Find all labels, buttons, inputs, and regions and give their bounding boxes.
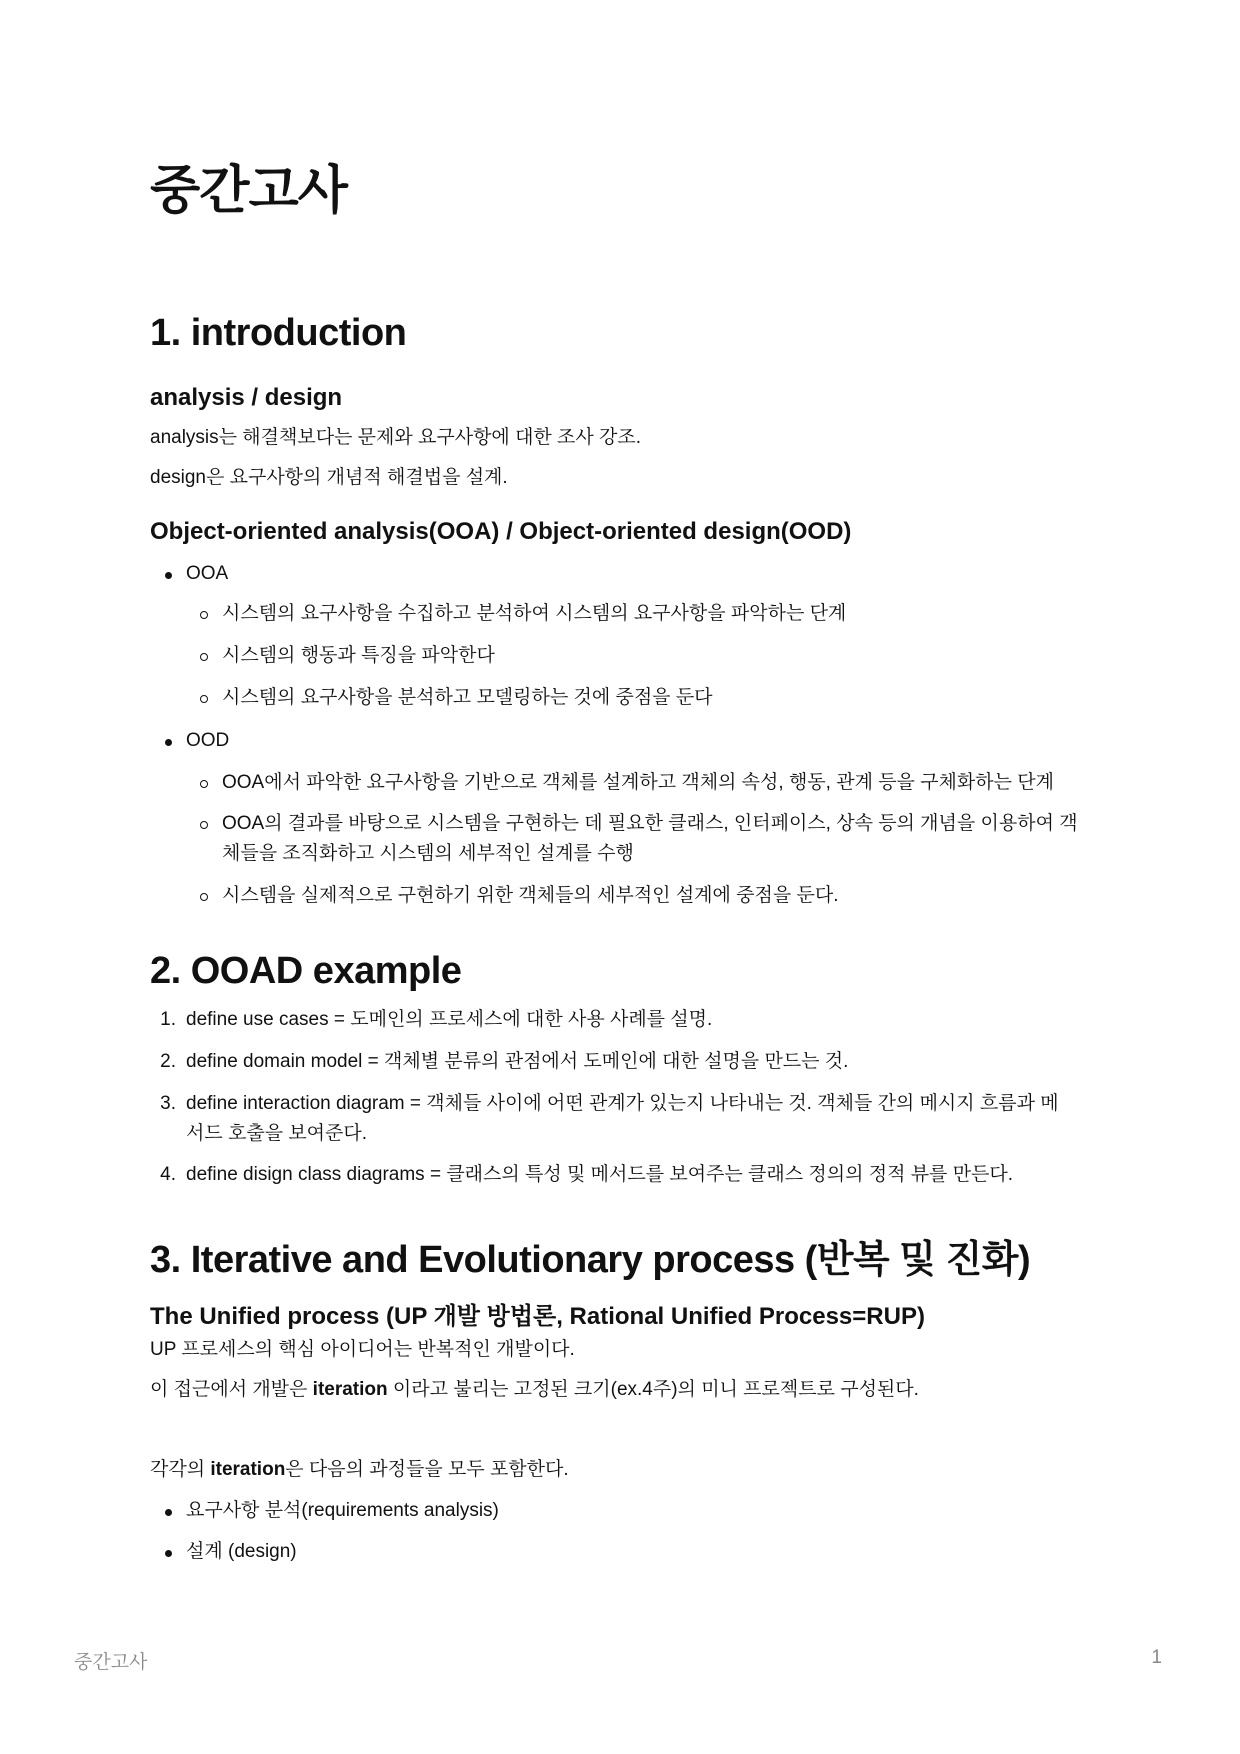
bullet-icon bbox=[200, 695, 208, 703]
section-1-heading: 1. introduction bbox=[150, 312, 407, 354]
bullet-icon bbox=[165, 739, 172, 746]
list-item-text: 요구사항 분석(requirements analysis) bbox=[186, 1500, 499, 1521]
list-item-label: OOD bbox=[186, 730, 230, 751]
bullet-icon bbox=[165, 572, 172, 579]
paragraph-analysis: analysis는 해결책보다는 문제와 요구사항에 대한 조사 강조. bbox=[150, 427, 642, 448]
list-item bbox=[222, 768, 1092, 798]
subsection-analysis-design-heading: analysis / design bbox=[150, 384, 343, 411]
list-item-text: 설계 (design) bbox=[186, 1541, 297, 1562]
page-title: 중간고사 bbox=[150, 162, 347, 220]
page-number: 1 bbox=[1151, 1647, 1162, 1668]
bullet-icon bbox=[200, 780, 208, 788]
numbered-item bbox=[160, 1005, 1076, 1035]
list-item-ooa bbox=[186, 559, 1076, 589]
item-number: 2. bbox=[160, 1051, 176, 1072]
paragraph-up-core: UP 프로세스의 핵심 아이디어는 반복적인 개발이다. bbox=[150, 1339, 575, 1360]
list-item bbox=[186, 1537, 1076, 1567]
section-3-heading: 3. Iterative and Evolutionary process (반복 및 진화) bbox=[150, 1239, 1031, 1281]
list-item-text: 시스템을 실제적으로 구현하기 위한 객체들의 세부적인 설계에 중점을 둔다. bbox=[222, 885, 839, 906]
bullet-icon bbox=[200, 821, 208, 829]
list-item-text: define disign class diagrams = 클래스의 특성 및 메서드를 보여주는 클래스 정의의 정적 뷰를 만든다. bbox=[186, 1164, 1014, 1185]
list-item bbox=[222, 683, 1092, 713]
item-number: 4. bbox=[160, 1164, 176, 1185]
paragraph-design: design은 요구사항의 개념적 해결법을 설계. bbox=[150, 467, 508, 488]
list-item bbox=[222, 881, 1092, 911]
bullet-icon bbox=[200, 653, 208, 661]
item-number: 1. bbox=[160, 1009, 176, 1030]
list-item bbox=[186, 1496, 1076, 1526]
subsection-ooa-ood-heading: Object-oriented analysis(OOA) / Object-oriented design(OOD) bbox=[150, 518, 852, 545]
paragraph-iteration: 이 접근에서 개발은 iteration 이라고 불리는 고정된 크기(ex.4주)의 미니 프로젝트로 구성된다. bbox=[150, 1379, 919, 1400]
list-item-ood bbox=[186, 726, 1076, 756]
bullet-icon bbox=[200, 893, 208, 901]
list-item-text: define use cases = 도메인의 프로세스에 대한 사용 사례를 설명. bbox=[186, 1009, 713, 1030]
list-item-label: OOA bbox=[186, 563, 229, 584]
list-item bbox=[222, 809, 1082, 869]
bullet-icon bbox=[165, 1550, 172, 1557]
list-item bbox=[222, 641, 1092, 671]
list-item-text: 시스템의 요구사항을 수집하고 분석하여 시스템의 요구사항을 파악하는 단계 bbox=[222, 603, 847, 624]
item-number: 3. bbox=[160, 1093, 176, 1114]
bullet-icon bbox=[165, 1509, 172, 1516]
list-item-text: define domain model = 객체별 분류의 관점에서 도메인에 대한 설명을 만드는 것. bbox=[186, 1051, 849, 1072]
numbered-item bbox=[160, 1160, 1076, 1190]
numbered-item bbox=[160, 1047, 1076, 1077]
numbered-item bbox=[160, 1089, 1076, 1149]
section-2-heading: 2. OOAD example bbox=[150, 950, 462, 992]
list-item-text: OOA의 결과를 바탕으로 시스템을 구현하는 데 필요한 클래스, 인터페이스, 상속 등의 개념을 이용하여 객체들을 조직화하고 시스템의 세부적인 설계를 수행 bbox=[222, 813, 1078, 864]
list-item-text: OOA에서 파악한 요구사항을 기반으로 객체를 설계하고 객체의 속성, 행동, 관계 등을 구체화하는 단계 bbox=[222, 772, 1054, 793]
list-item bbox=[222, 599, 1092, 629]
list-item-text: 시스템의 요구사항을 분석하고 모델링하는 것에 중점을 둔다 bbox=[222, 687, 713, 708]
list-item-text: 시스템의 행동과 특징을 파악한다 bbox=[222, 645, 495, 666]
bullet-icon bbox=[200, 611, 208, 619]
paragraph-iteration-includes: 각각의 iteration은 다음의 과정들을 모두 포함한다. bbox=[150, 1459, 569, 1480]
subsection-unified-process-heading: The Unified process (UP 개발 방법론, Rational Unified Process=RUP) bbox=[150, 1303, 925, 1330]
footer-title: 중간고사 bbox=[74, 1652, 148, 1673]
list-item-text: define interaction diagram = 객체들 사이에 어떤 관계가 있는지 나타내는 것. 객체들 간의 메시지 흐름과 메서드 호출을 보여준다. bbox=[186, 1093, 1059, 1144]
